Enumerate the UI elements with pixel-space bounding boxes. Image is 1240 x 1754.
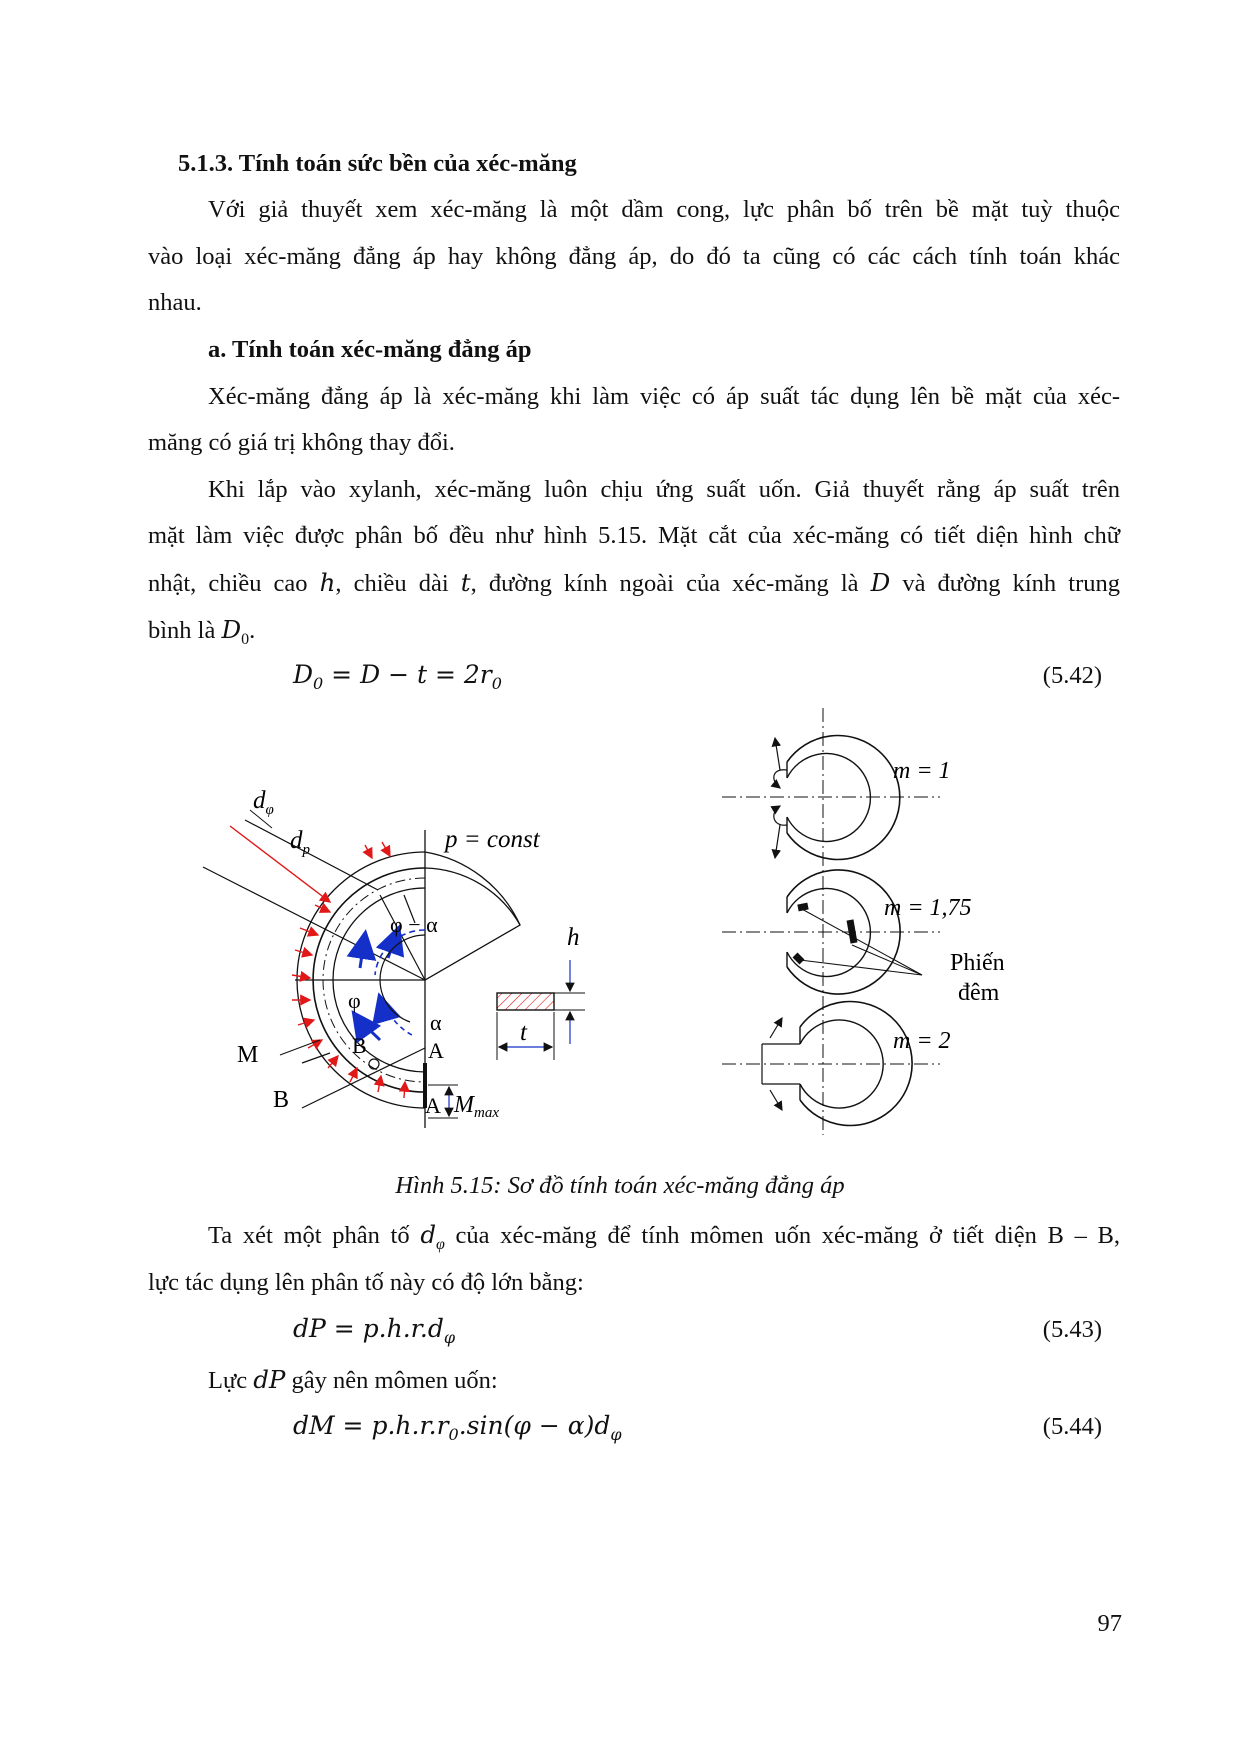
para2-line2: măng có giá trị không thay đổi. [148, 429, 455, 456]
label-phi-minus-alpha: φ − α [390, 912, 438, 937]
label-shim-line2: đêm [958, 980, 1000, 1006]
equation-number-5-42: (5.42) [1042, 662, 1102, 689]
label-p-const: p = const [445, 826, 540, 853]
label-m: M [237, 1042, 259, 1068]
equation-5-42: $D_0 = D - t = 2r_0$ [293, 660, 502, 693]
label-phi: φ [348, 988, 361, 1013]
figure-caption: Hình 5.15: Sơ đồ tính toán xéc-măng đẳng áp [395, 1172, 845, 1199]
para2-line1: Xéc-măng đẳng áp là xéc-măng khi làm việc có áp suất tác dụng lên bề mặt của xéc- [208, 383, 1120, 410]
cross-section [497, 960, 585, 1060]
equation-number-5-44: (5.44) [1042, 1413, 1102, 1440]
equation-5-44: dM = $p.h.r.r_0.\sin(\varphi - \alpha)d_\varphi$ [293, 1411, 622, 1444]
para3-line2: mặt làm việc được phân bố đều như hình 5.15. Mặt cắt của xéc-măng có tiết diện hình chữ [148, 522, 1120, 549]
label-b-inner: B [352, 1033, 367, 1058]
label-h: h [567, 924, 580, 951]
subsection-title: a. Tính toán xéc-măng đẳng áp [208, 336, 532, 363]
para3-line4: bình là $D_0$. [148, 615, 256, 648]
para4-line1: Ta xét một phân tố $d_\varphi$ của xéc-măng để tính mômen uốn xéc-măng ở tiết diện B – B, [208, 1220, 1120, 1253]
para1-line3: nhau. [148, 289, 202, 316]
label-d-p: $d_p$ [290, 827, 310, 858]
ring-pressure-diagram [203, 810, 520, 1128]
para3-line1: Khi lắp vào xylanh, xéc-măng luôn chịu ứng suất uốn. Giả thuyết rằng áp suất trên [208, 476, 1120, 503]
para5: Lực dP gây nên mômen uốn: [208, 1365, 498, 1394]
label-m175: m = 1,75 [884, 895, 972, 921]
label-m-max: $M_{max}$ [454, 1092, 499, 1121]
label-m2: m = 2 [893, 1028, 951, 1054]
para1-line2: vào loại xéc-măng đẳng áp hay không đẳng áp, do đó ta cũng có các cách tính toán khác [148, 243, 1120, 270]
para1-line1: Với giả thuyết xem xéc-măng là một dầm cong, lực phân bố trên bề mặt tuỳ thuộc [208, 196, 1120, 223]
para3-line3: nhật, chiều cao h, chiều dài t, đường kính ngoài của xéc-măng là D và đường kính trung [148, 568, 1120, 597]
label-a-lower: A [425, 1093, 441, 1118]
page-number: 97 [1097, 1610, 1122, 1637]
equation-5-43: dP = $p.h.r.d_\varphi$ [293, 1314, 456, 1347]
label-a-upper: A [428, 1038, 444, 1063]
section-title: 5.1.3. Tính toán sức bền của xéc-măng [178, 150, 577, 177]
label-shim-line1: Phiến [950, 950, 1005, 976]
label-t: t [520, 1019, 527, 1046]
label-alpha: α [430, 1010, 442, 1035]
label-d-phi: $d_\varphi$ [253, 787, 274, 818]
label-m1: m = 1 [893, 758, 951, 784]
label-b: B [273, 1087, 290, 1113]
para4-line2: lực tác dụng lên phân tố này có độ lớn bằng: [148, 1269, 584, 1296]
equation-number-5-43: (5.43) [1042, 1316, 1102, 1343]
